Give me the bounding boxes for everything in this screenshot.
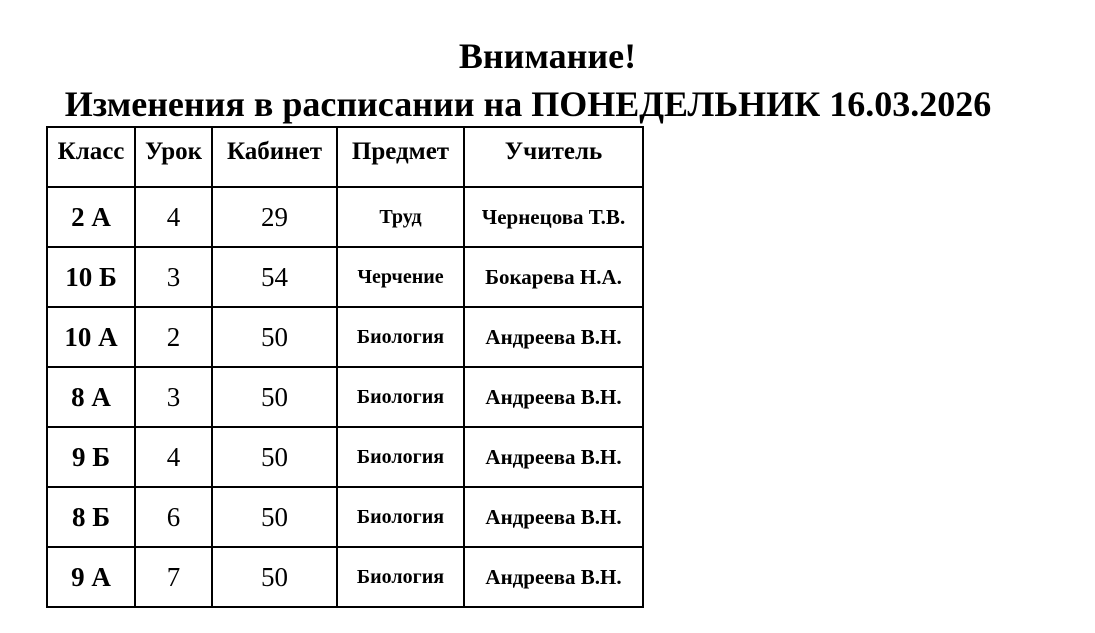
cell-teacher: Чернецова Т.В. — [464, 187, 643, 247]
cell-class: 8 Б — [47, 487, 135, 547]
cell-subject: Труд — [337, 187, 464, 247]
table-body — [47, 187, 643, 607]
cell-room: 50 — [212, 487, 337, 547]
table-row — [47, 367, 643, 427]
header-teacher: Учитель — [464, 127, 643, 187]
page-subtitle: Изменения в расписании на ПОНЕДЕЛЬНИК 16.03.2026 — [64, 84, 992, 124]
cell-teacher: Андреева В.Н. — [464, 367, 643, 427]
page-title: Внимание! — [458, 36, 637, 76]
cell-lesson: 4 — [135, 187, 212, 247]
header-class: Класс — [47, 127, 135, 187]
cell-room: 54 — [212, 247, 337, 307]
cell-lesson: 6 — [135, 487, 212, 547]
cell-room: 50 — [212, 547, 337, 607]
cell-room: 29 — [212, 187, 337, 247]
table-row — [47, 307, 643, 367]
cell-teacher: Бокарева Н.А. — [464, 247, 643, 307]
cell-room: 50 — [212, 367, 337, 427]
header-lesson: Урок — [135, 127, 212, 187]
table-row — [47, 547, 643, 607]
cell-room: 50 — [212, 307, 337, 367]
cell-subject: Биология — [337, 367, 464, 427]
table-row — [47, 427, 643, 487]
cell-subject: Черчение — [337, 247, 464, 307]
table-row — [47, 247, 643, 307]
cell-subject: Биология — [337, 307, 464, 367]
cell-subject: Биология — [337, 547, 464, 607]
table-header — [47, 127, 643, 187]
cell-teacher: Андреева В.Н. — [464, 487, 643, 547]
cell-class: 2 А — [47, 187, 135, 247]
cell-teacher: Андреева В.Н. — [464, 547, 643, 607]
table-row — [47, 187, 643, 247]
table-row — [47, 487, 643, 547]
header-room: Кабинет — [212, 127, 337, 187]
cell-subject: Биология — [337, 487, 464, 547]
schedule-changes-table — [46, 126, 644, 608]
cell-lesson: 3 — [135, 247, 212, 307]
cell-lesson: 2 — [135, 307, 212, 367]
cell-room: 50 — [212, 427, 337, 487]
cell-class: 8 А — [47, 367, 135, 427]
header-subject: Предмет — [337, 127, 464, 187]
cell-class: 9 А — [47, 547, 135, 607]
cell-lesson: 3 — [135, 367, 212, 427]
cell-subject: Биология — [337, 427, 464, 487]
cell-lesson: 7 — [135, 547, 212, 607]
cell-teacher: Андреева В.Н. — [464, 307, 643, 367]
cell-lesson: 4 — [135, 427, 212, 487]
cell-teacher: Андреева В.Н. — [464, 427, 643, 487]
cell-class: 10 Б — [47, 247, 135, 307]
cell-class: 9 Б — [47, 427, 135, 487]
cell-class: 10 А — [47, 307, 135, 367]
table-header-row — [47, 127, 643, 187]
